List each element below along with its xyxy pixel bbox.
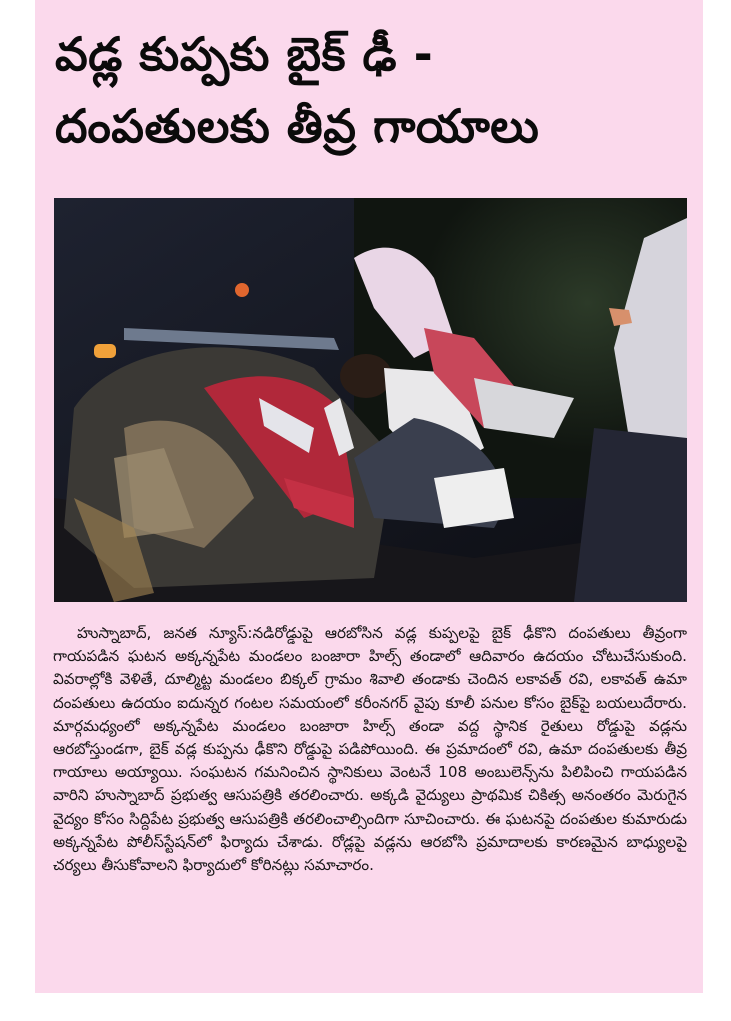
accident-photo xyxy=(54,198,687,602)
headline-line-1: వడ్ల కుప్పకు బైక్ ఢీ - xyxy=(55,27,434,81)
headline-line-2: దంపతులకు తీవ్ర గాయాలు xyxy=(55,99,540,153)
article-body: హుస్నాబాద్, జనత న్యూస్:నడిరోడ్డుపై ఆరబోసిన వడ్ల కుప్పలపై బైక్ ఢీకొని దంపతులు తీవ్రంగా గాయపడిన ఘటన అక్కన్నపేట మండలం బంజారా హిల్స్ తండాలో ఆదివారం ఉదయం చోటుచేసుకుంది. వివరాల్లోకి వెళితే, దూల్మిట్ట మండలం బిక్కల్ గ్రామం శివాలి తండాకు చెందిన లకావత్ రవి, లకావత్ ఉమా దంపతులు ఉదయం ఐదున్నర గంటల సమయంలో కరీంనగర్ వైపు కూలీ పనుల కోసం బైక్‌పై బయలుదేరారు. మార్గమధ్యంలో అక్కన్నపేట మండలం బంజారా హిల్స్ తండా వద్ద స్థానిక రైతులు రోడ్డుపై వడ్లను ఆరబోస్తుండగా, బైక్ వడ్ల కుప్పను ఢీకొని రోడ్డుపై పడిపోయింది. ఈ ప్రమాదంలో రవి, ఉమా దంపతులకు తీవ్ర గాయాలు అయ్యాయి. సంఘటన గమనించిన స్థానికులు వెంటనే 108 అంబులెన్స్‌ను పిలిపించి గాయపడిన వారిని హుస్నాబాద్ ప్రభుత్వ ఆసుపత్రికి తరలించారు. అక్కడి వైద్యులు ప్రాథమిక చికిత్స అనంతరం మెరుగైన వైద్యం కోసం సిద్దిపేట ప్రభుత్వ ఆసుపత్రికి తరలించాల్సిందిగా సూచించారు. ఈ ఘటనపై దంపతుల కుమారుడు అక్కన్నపేట పోలీస్‌స్టేషన్‌లో ఫిర్యాదు చేశాడు. రోడ్లపై వడ్లను ఆరబోసి ప్రమాదాలకు కారణమైన బాధ్యులపై చర్యలు తీసుకోవాలని ఫిర్యాదులో కోరినట్లు సమాచారం. xyxy=(53,624,687,875)
news-clipping xyxy=(35,0,703,993)
headline xyxy=(55,18,685,162)
